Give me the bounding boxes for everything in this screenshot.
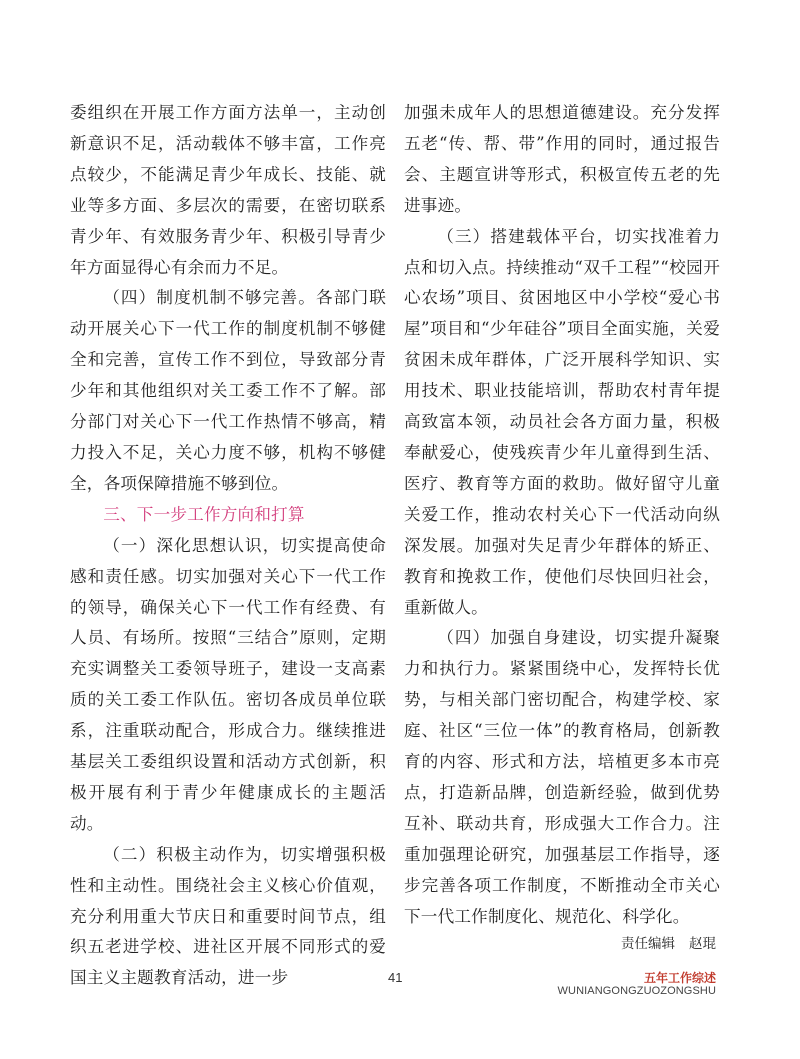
- page-number: 41: [388, 970, 403, 985]
- paragraph-self-building: （四）加强自身建设，切实提升凝聚力和执行力。紧紧围绕中心，发挥特长优势，与相关部门密切配合，构建学校、家庭、社区“三位一体”的教育格局，创新教育的内容、形式和方法，培植更多本市亮点，打造新品牌，创造新经验，做到优势互补、联动共育，形成强大工作合力。注重加强理论研究，加强基层工作指导，逐步完善各项工作制度，不断推动全市关心下一代工作制度化、规范化、科学化。: [404, 628, 720, 926]
- editor-credit: [621, 932, 716, 952]
- brand-chinese: 五年工作综述: [643, 971, 716, 985]
- editor-label: 责任编辑: [621, 936, 675, 952]
- right-column: [404, 98, 720, 932]
- paragraph-continued-right: 加强未成年人的思想道德建设。充分发挥五老“传、帮、带”作用的同时，通过报告会、主题宣讲等形式，积极宣传五老的先进事迹。: [404, 103, 720, 215]
- paragraph-thought: （一）深化思想认识，切实提高使命感和责任感。切实加强对关心下一代工作的领导，确保关心下一代工作有经费、有人员、有场所。按照“三结合”原则，定期充实调整关工委领导班子，建设一支高素质的关工委工作队伍。密切各成员单位联系，注重联动配合，形成合力。继续推进基层关工委组织设置和活动方式创新，积极开展有利于青少年健康成长的主题活动。: [70, 535, 386, 833]
- left-column: [70, 98, 386, 994]
- brand-pinyin: WUNIANGONGZUOZONGSHU: [557, 985, 716, 997]
- section-heading: 三、下一步工作方向和打算: [103, 504, 305, 524]
- paragraph-platform: （三）搭建载体平台，切实找准着力点和切入点。持续推动“双千工程”“校园开心农场”项目、贫困地区中小学校“爱心书屋”项目和“少年硅谷”项目全面实施，关爱贫困未成年群体，广泛开展科学知识、实用技术、职业技能培训，帮助农村青年提高致富本领，动员社会各方面力量，积极奉献爱心，使残疾青少年儿童得到生活、医疗、教育等方面的救助。做好留守儿童关爱工作，推动农村关心下一代活动向纵深发展。加强对失足青少年群体的矫正、教育和挽救工作，使他们尽快回归社会，重新做人。: [404, 226, 720, 617]
- paragraph-continued: 委组织在开展工作方面方法单一，主动创新意识不足，活动载体不够丰富，工作亮点较少，不能满足青少年成长、技能、就业等多方面、多层次的需要，在密切联系青少年、有效服务青少年、积极引导青少年方面显得心有余而力不足。: [70, 103, 386, 277]
- editor-name: 赵琨: [689, 936, 716, 952]
- paragraph-initiative: （二）积极主动作为，切实增强积极性和主动性。围绕社会主义核心价值观，充分利用重大节庆日和重要时间节点，组织五老进学校、进社区开展不同形式的爱国主义主题教育活动，进一步: [70, 844, 386, 988]
- footer-brand: [558, 972, 716, 998]
- paragraph-institution: （四）制度机制不够完善。各部门联动开展关心下一代工作的制度机制不够健全和完善，宣传工作不到位，导致部分青少年和其他组织对关工委工作不了解。部分部门对关心下一代工作热情不够高，精力投入不足，关心力度不够，机构不够健全，各项保障措施不够到位。: [70, 288, 386, 493]
